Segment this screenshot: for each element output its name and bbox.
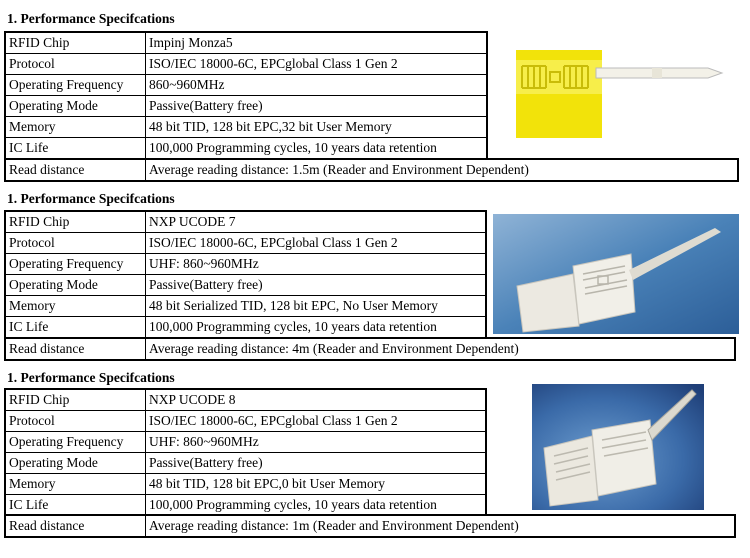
row-label: Operating Frequency <box>5 254 146 275</box>
row-value: Passive(Battery free) <box>146 453 487 474</box>
spec-section-2 <box>0 182 750 366</box>
row-value: 100,000 Programming cycles, 10 years data retention <box>146 495 487 516</box>
row-label: Operating Frequency <box>5 432 146 453</box>
spec-table <box>4 388 487 516</box>
row-label: Protocol <box>5 233 146 254</box>
row-value: Passive(Battery free) <box>146 96 488 117</box>
table-row <box>5 453 486 474</box>
row-value: Passive(Battery free) <box>146 275 487 296</box>
row-label: Operating Mode <box>5 453 146 474</box>
section-heading: 1. Performance Specifcations <box>7 191 175 206</box>
spec-section-3 <box>0 366 750 558</box>
spec-table <box>4 210 487 338</box>
read-distance-row <box>4 158 739 182</box>
row-value: 48 bit Serialized TID, 128 bit EPC, No User Memory <box>146 296 487 317</box>
row-label: Read distance <box>5 338 146 360</box>
row-value: Impinj Monza5 <box>146 32 488 54</box>
table-row <box>5 411 486 432</box>
table-row <box>5 159 738 181</box>
spec-section-1 <box>0 0 750 182</box>
row-label: IC Life <box>5 138 146 159</box>
table-row <box>5 54 487 75</box>
section-heading: 1. Performance Specifcations <box>7 370 175 385</box>
read-distance-row <box>4 514 736 538</box>
table-row <box>5 96 487 117</box>
row-label: RFID Chip <box>5 211 146 233</box>
row-label: IC Life <box>5 317 146 338</box>
row-value: 860~960MHz <box>146 75 488 96</box>
table-row <box>5 233 486 254</box>
row-value: ISO/IEC 18000-6C, EPCglobal Class 1 Gen 2 <box>146 411 487 432</box>
table-row <box>5 275 486 296</box>
table-row <box>5 338 735 360</box>
row-value: UHF: 860~960MHz <box>146 254 487 275</box>
table-row <box>5 389 486 411</box>
table-row <box>5 117 487 138</box>
row-label: Memory <box>5 474 146 495</box>
row-label: Read distance <box>5 515 146 537</box>
white-rfid-tag-photo <box>493 214 739 334</box>
row-value: UHF: 860~960MHz <box>146 432 487 453</box>
row-value: 48 bit TID, 128 bit EPC,0 bit User Memory <box>146 474 487 495</box>
row-value: Average reading distance: 1m (Reader and Environment Dependent) <box>146 515 736 537</box>
spec-table <box>4 31 488 159</box>
table-row <box>5 432 486 453</box>
row-label: Memory <box>5 117 146 138</box>
folded-rfid-tag-photo <box>532 384 704 510</box>
row-value: NXP UCODE 8 <box>146 389 487 411</box>
row-label: Operating Frequency <box>5 75 146 96</box>
row-value: Average reading distance: 1.5m (Reader and Environment Dependent) <box>146 159 739 181</box>
row-value: 100,000 Programming cycles, 10 years data retention <box>146 317 487 338</box>
yellow-rfid-tag-photo <box>512 46 742 142</box>
row-label: Operating Mode <box>5 275 146 296</box>
row-label: Operating Mode <box>5 96 146 117</box>
read-distance-row <box>4 337 736 361</box>
table-row <box>5 495 486 516</box>
row-value: 48 bit TID, 128 bit EPC,32 bit User Memory <box>146 117 488 138</box>
table-row <box>5 515 735 537</box>
row-label: Memory <box>5 296 146 317</box>
row-label: Protocol <box>5 54 146 75</box>
row-label: Protocol <box>5 411 146 432</box>
row-value: ISO/IEC 18000-6C, EPCglobal Class 1 Gen 2 <box>146 54 488 75</box>
table-row <box>5 211 486 233</box>
row-value: 100,000 Programming cycles, 10 years data retention <box>146 138 488 159</box>
row-label: Read distance <box>5 159 146 181</box>
row-label: RFID Chip <box>5 389 146 411</box>
row-value: Average reading distance: 4m (Reader and Environment Dependent) <box>146 338 736 360</box>
row-label: IC Life <box>5 495 146 516</box>
table-row <box>5 32 487 54</box>
row-label: RFID Chip <box>5 32 146 54</box>
table-row <box>5 474 486 495</box>
row-value: ISO/IEC 18000-6C, EPCglobal Class 1 Gen 2 <box>146 233 487 254</box>
table-row <box>5 75 487 96</box>
table-row <box>5 254 486 275</box>
table-row <box>5 296 486 317</box>
row-value: NXP UCODE 7 <box>146 211 487 233</box>
table-row <box>5 138 487 159</box>
section-heading: 1. Performance Specifcations <box>7 11 175 26</box>
table-row <box>5 317 486 338</box>
